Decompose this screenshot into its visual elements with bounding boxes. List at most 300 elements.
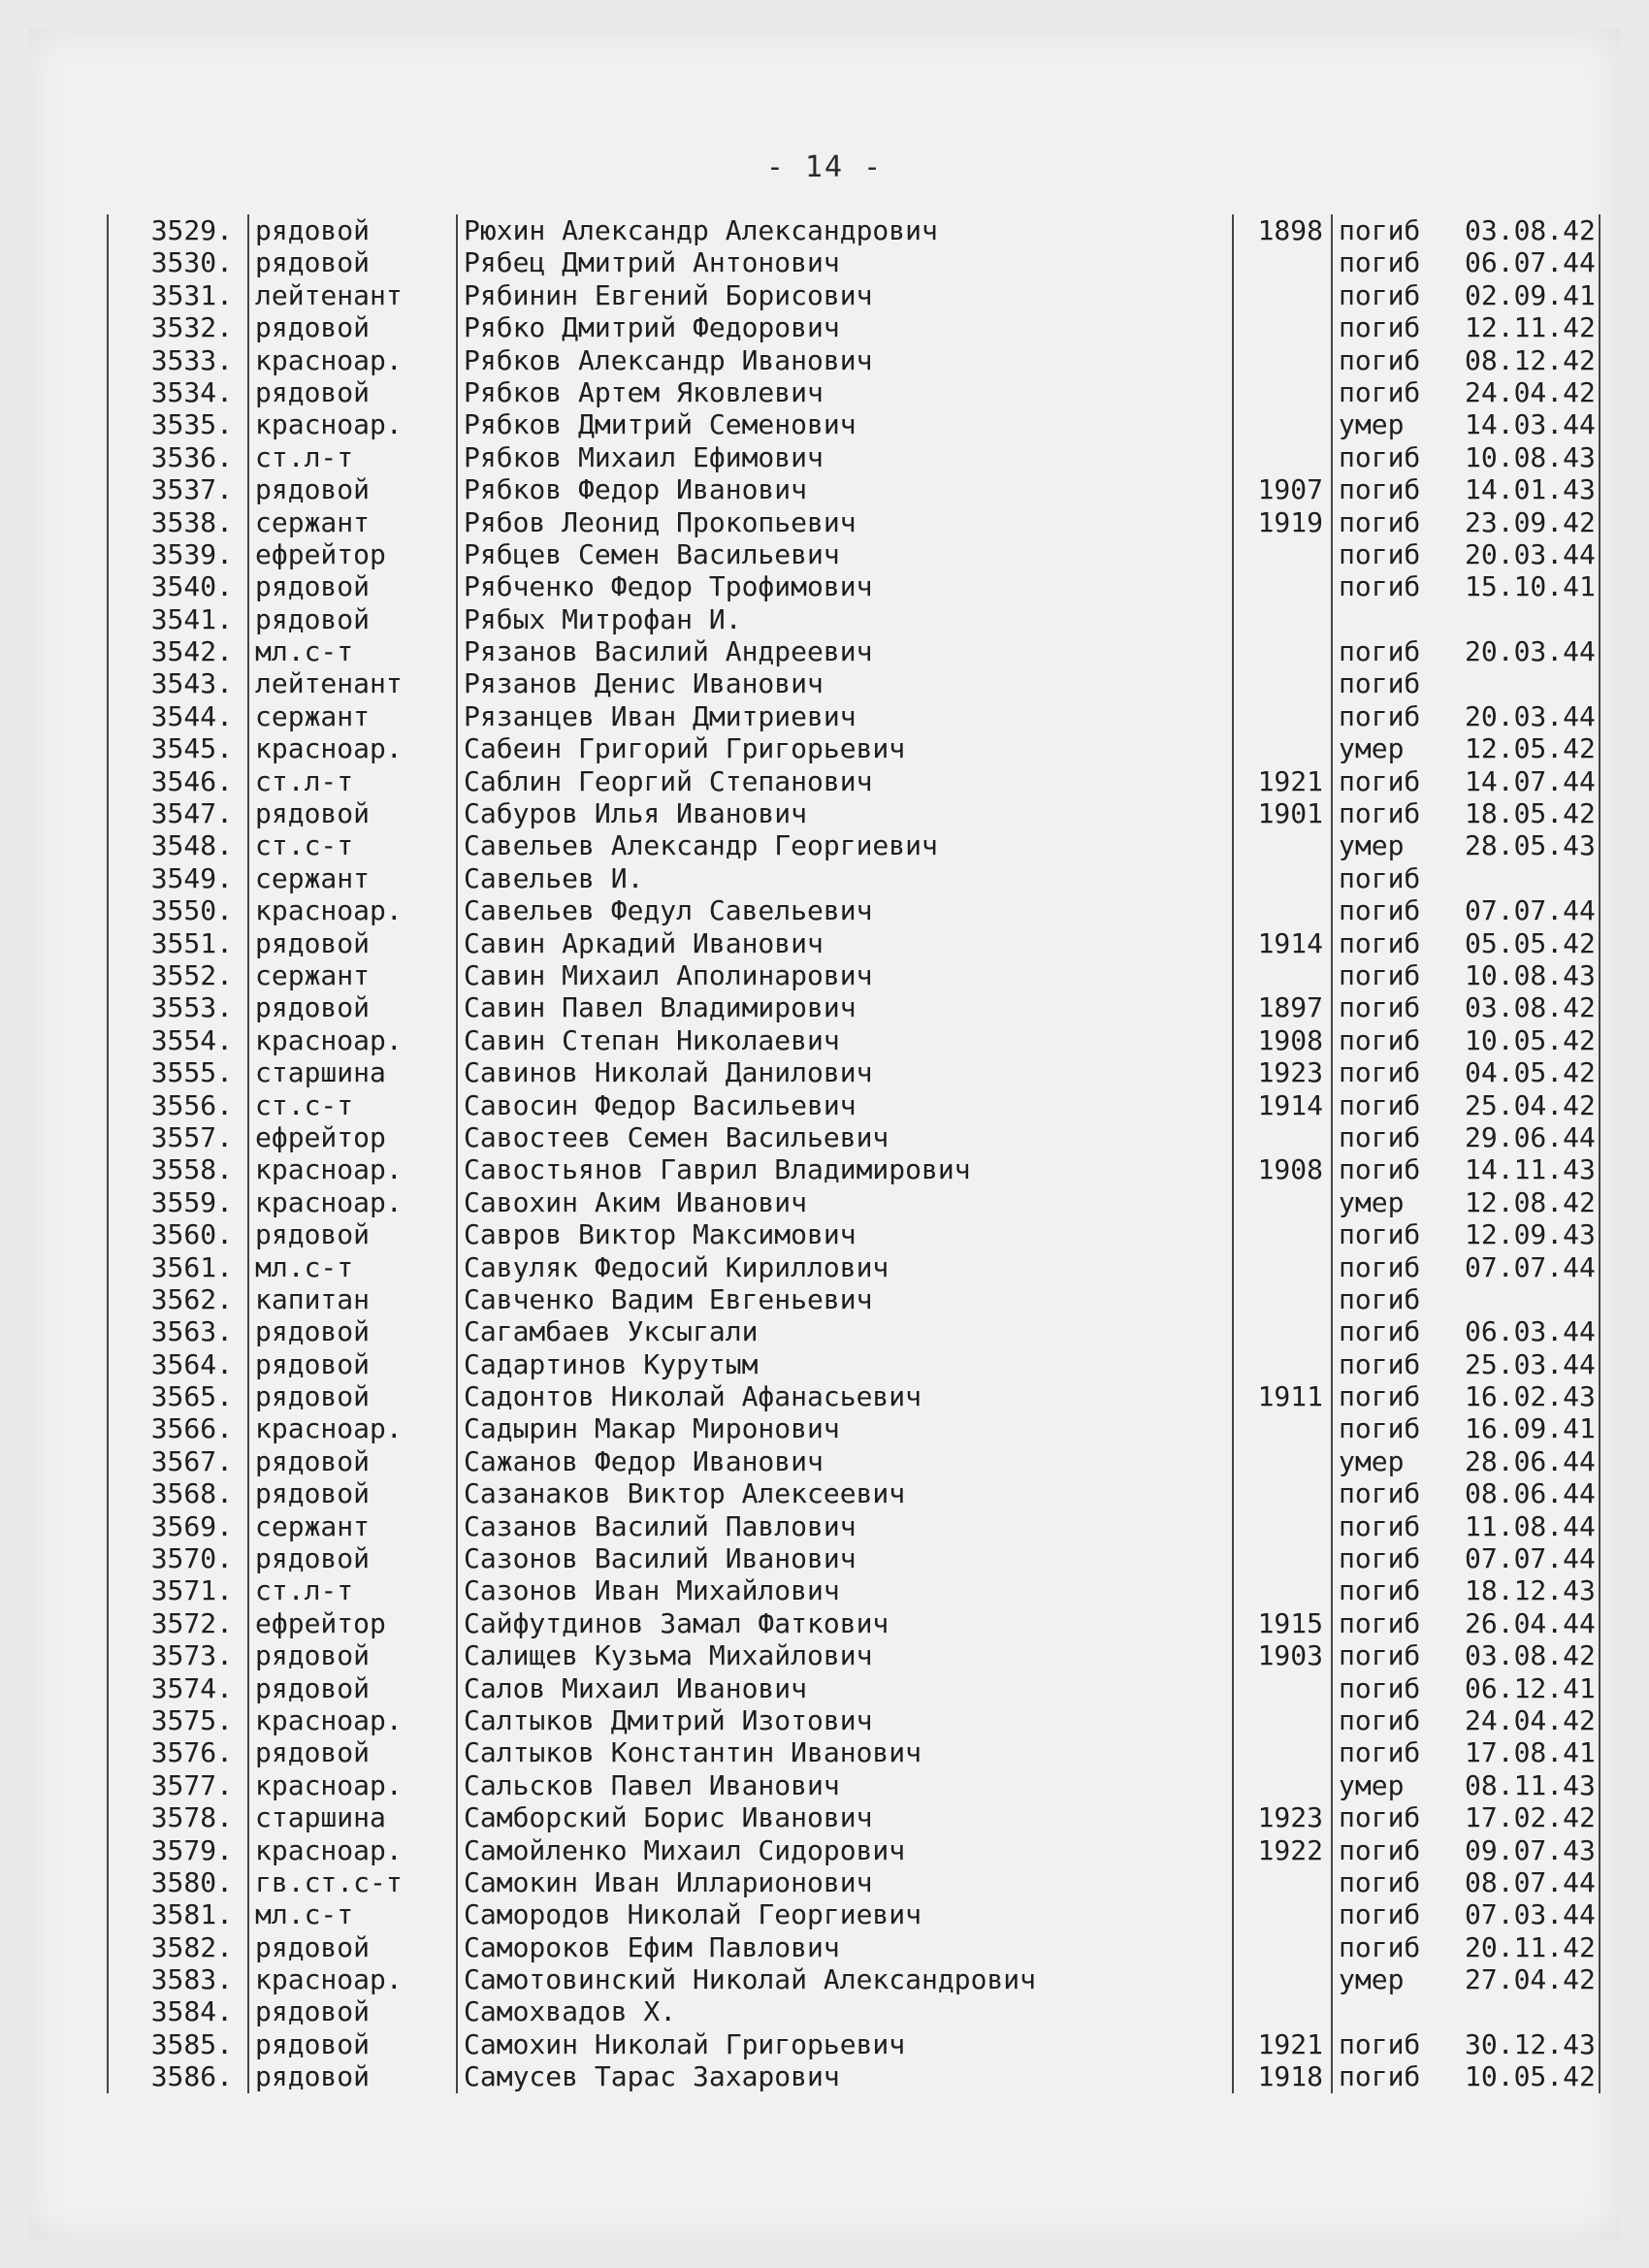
entry-name: Савостьянов Гаврил Владимирович: [456, 1153, 1232, 1185]
entry-birth-year: [1232, 1477, 1329, 1509]
entry-rank: рядовой: [247, 376, 451, 408]
entry-status: [1331, 1995, 1467, 2027]
entry-birth-year: [1232, 279, 1329, 311]
entry-name: Савин Павел Владимирович: [456, 991, 1232, 1023]
entry-status: погиб: [1331, 1672, 1467, 1704]
entry-name: Рязанов Денис Иванович: [456, 667, 1232, 699]
table-row: [107, 1218, 1600, 1250]
entry-birth-year: [1232, 441, 1329, 473]
entry-rank: капитан: [247, 1283, 451, 1315]
entry-name: Сазонов Василий Иванович: [456, 1542, 1232, 1574]
entry-status: погиб: [1331, 2060, 1467, 2092]
entry-rank: рядовой: [247, 603, 451, 635]
entry-birth-year: 1921: [1232, 765, 1329, 797]
entry-number: 3566.: [107, 1412, 241, 1444]
entry-status: погиб: [1331, 1736, 1467, 1768]
entry-name: Савохин Аким Иванович: [456, 1186, 1232, 1218]
table-row: [107, 506, 1600, 538]
entry-status: умер: [1331, 1769, 1467, 1801]
entry-rank: ефрейтор: [247, 1607, 451, 1639]
entry-rank: красноар.: [247, 1834, 451, 1866]
entry-status: умер: [1331, 1963, 1467, 1995]
entry-status: погиб: [1331, 700, 1467, 732]
entry-status: погиб: [1331, 1380, 1467, 1412]
entry-number: 3567.: [107, 1445, 241, 1477]
table-row: [107, 1445, 1600, 1477]
table-row: [107, 894, 1600, 926]
entry-name: Самотовинский Николай Александрович: [456, 1963, 1232, 1995]
entry-rank: красноар.: [247, 408, 451, 440]
entry-name: Самохвадов Х.: [456, 1995, 1232, 2027]
entry-rank: красноар.: [247, 1704, 451, 1736]
entry-birth-year: [1232, 1348, 1329, 1380]
entry-name: Салтыков Константин Иванович: [456, 1736, 1232, 1768]
entry-birth-year: [1232, 829, 1329, 861]
entry-date: [1465, 1995, 1600, 2027]
entry-number: 3564.: [107, 1348, 241, 1380]
entry-birth-year: [1232, 1574, 1329, 1606]
entry-rank: ст.с-т: [247, 1089, 451, 1121]
table-row: [107, 1315, 1600, 1347]
entry-rank: рядовой: [247, 570, 451, 602]
entry-status: погиб: [1331, 246, 1467, 278]
entry-date: 03.08.42: [1465, 1639, 1600, 1671]
entry-status: погиб: [1331, 1834, 1467, 1866]
entry-status: умер: [1331, 408, 1467, 440]
entry-date: [1465, 603, 1600, 635]
entry-status: погиб: [1331, 635, 1467, 667]
entry-status: погиб: [1331, 765, 1467, 797]
table-row: [107, 1283, 1600, 1315]
entry-status: умер: [1331, 732, 1467, 764]
entry-birth-year: 1914: [1232, 1089, 1329, 1121]
entry-number: 3565.: [107, 1380, 241, 1412]
entry-birth-year: 1911: [1232, 1380, 1329, 1412]
entry-birth-year: 1907: [1232, 473, 1329, 505]
entry-number: 3582.: [107, 1931, 241, 1963]
entry-date: 24.04.42: [1465, 1704, 1600, 1736]
entry-date: 12.09.43: [1465, 1218, 1600, 1250]
entry-birth-year: [1232, 603, 1329, 635]
entry-number: 3585.: [107, 2028, 241, 2060]
entry-date: 06.12.41: [1465, 1672, 1600, 1704]
entry-birth-year: [1232, 311, 1329, 343]
entry-rank: рядовой: [247, 473, 451, 505]
entry-name: Садонтов Николай Афанасьевич: [456, 1380, 1232, 1412]
entry-number: 3534.: [107, 376, 241, 408]
entry-birth-year: [1232, 1866, 1329, 1898]
entry-name: Сагамбаев Уксыгали: [456, 1315, 1232, 1347]
entry-rank: красноар.: [247, 1024, 451, 1056]
entry-rank: рядовой: [247, 1736, 451, 1768]
table-row: [107, 1089, 1600, 1121]
entry-birth-year: [1232, 376, 1329, 408]
entry-date: 03.08.42: [1465, 214, 1600, 246]
entry-status: погиб: [1331, 1607, 1467, 1639]
entry-birth-year: 1898: [1232, 214, 1329, 246]
entry-name: Самойленко Михаил Сидорович: [456, 1834, 1232, 1866]
entry-birth-year: 1901: [1232, 797, 1329, 829]
entry-date: 02.09.41: [1465, 279, 1600, 311]
table-row: [107, 1153, 1600, 1185]
entry-rank: сержант: [247, 959, 451, 991]
entry-date: 26.04.44: [1465, 1607, 1600, 1639]
entry-status: погиб: [1331, 1704, 1467, 1736]
table-row: [107, 765, 1600, 797]
table-row: [107, 1995, 1600, 2027]
entry-name: Рябко Дмитрий Федорович: [456, 311, 1232, 343]
entry-status: погиб: [1331, 473, 1467, 505]
entry-date: 17.02.42: [1465, 1801, 1600, 1833]
entry-date: 27.04.42: [1465, 1963, 1600, 1995]
entry-name: Сазанаков Виктор Алексеевич: [456, 1477, 1232, 1509]
entry-status: погиб: [1331, 1089, 1467, 1121]
entry-birth-year: 1918: [1232, 2060, 1329, 2092]
entry-rank: красноар.: [247, 344, 451, 376]
entry-name: Савельев И.: [456, 862, 1232, 894]
entry-date: 09.07.43: [1465, 1834, 1600, 1866]
entry-status: погиб: [1331, 538, 1467, 570]
table-row: [107, 214, 1600, 246]
entry-name: Саблин Георгий Степанович: [456, 765, 1232, 797]
entry-birth-year: [1232, 1251, 1329, 1283]
table-row: [107, 441, 1600, 473]
entry-number: 3543.: [107, 667, 241, 699]
entry-rank: ефрейтор: [247, 1121, 451, 1153]
entry-status: погиб: [1331, 1348, 1467, 1380]
entry-birth-year: [1232, 1412, 1329, 1444]
table-row: [107, 635, 1600, 667]
entry-rank: красноар.: [247, 1963, 451, 1995]
entry-name: Рябец Дмитрий Антонович: [456, 246, 1232, 278]
table-row: [107, 1931, 1600, 1963]
entry-date: 16.02.43: [1465, 1380, 1600, 1412]
table-row: [107, 279, 1600, 311]
entry-date: 25.03.44: [1465, 1348, 1600, 1380]
entry-rank: ст.л-т: [247, 1574, 451, 1606]
entry-birth-year: 1919: [1232, 506, 1329, 538]
entry-rank: рядовой: [247, 311, 451, 343]
table-row: [107, 927, 1600, 959]
table-row: [107, 1412, 1600, 1444]
entry-status: погиб: [1331, 214, 1467, 246]
entry-birth-year: [1232, 1995, 1329, 2027]
entry-name: Рябинин Евгений Борисович: [456, 279, 1232, 311]
entry-status: погиб: [1331, 1283, 1467, 1315]
entry-birth-year: 1923: [1232, 1056, 1329, 1088]
table-row: [107, 700, 1600, 732]
entry-status: погиб: [1331, 2028, 1467, 2060]
entry-status: погиб: [1331, 927, 1467, 959]
entry-rank: рядовой: [247, 1348, 451, 1380]
entry-name: Рязанцев Иван Дмитриевич: [456, 700, 1232, 732]
entry-status: погиб: [1331, 959, 1467, 991]
entry-date: 03.08.42: [1465, 991, 1600, 1023]
entry-birth-year: [1232, 732, 1329, 764]
entry-rank: сержант: [247, 700, 451, 732]
table-row: [107, 1607, 1600, 1639]
entry-rank: рядовой: [247, 797, 451, 829]
entry-status: погиб: [1331, 1542, 1467, 1574]
entry-birth-year: [1232, 1898, 1329, 1930]
entry-number: 3541.: [107, 603, 241, 635]
entry-rank: лейтенант: [247, 279, 451, 311]
entry-number: 3548.: [107, 829, 241, 861]
entry-number: 3579.: [107, 1834, 241, 1866]
entry-number: 3550.: [107, 894, 241, 926]
table-row: [107, 1542, 1600, 1574]
entry-birth-year: [1232, 894, 1329, 926]
entry-birth-year: [1232, 570, 1329, 602]
table-row: [107, 959, 1600, 991]
entry-status: погиб: [1331, 894, 1467, 926]
entry-rank: рядовой: [247, 927, 451, 959]
entry-birth-year: [1232, 1736, 1329, 1768]
entry-birth-year: 1915: [1232, 1607, 1329, 1639]
table-row: [107, 2060, 1600, 2092]
entry-status: погиб: [1331, 797, 1467, 829]
entry-date: 25.04.42: [1465, 1089, 1600, 1121]
entry-date: 18.05.42: [1465, 797, 1600, 829]
entry-name: Рюхин Александр Александрович: [456, 214, 1232, 246]
entry-rank: мл.с-т: [247, 1251, 451, 1283]
entry-date: 07.07.44: [1465, 1542, 1600, 1574]
entry-status: погиб: [1331, 667, 1467, 699]
entry-name: Садартинов Курутым: [456, 1348, 1232, 1380]
entry-date: 14.03.44: [1465, 408, 1600, 440]
entry-date: 15.10.41: [1465, 570, 1600, 602]
table-row: [107, 246, 1600, 278]
table-row: [107, 1834, 1600, 1866]
entry-number: 3581.: [107, 1898, 241, 1930]
entry-status: погиб: [1331, 1931, 1467, 1963]
entry-number: 3557.: [107, 1121, 241, 1153]
entry-date: 07.07.44: [1465, 1251, 1600, 1283]
table-row: [107, 1056, 1600, 1088]
entry-name: Салов Михаил Иванович: [456, 1672, 1232, 1704]
table-row: [107, 1251, 1600, 1283]
entry-name: Сазонов Иван Михайлович: [456, 1574, 1232, 1606]
entry-date: 16.09.41: [1465, 1412, 1600, 1444]
entry-name: Савин Степан Николаевич: [456, 1024, 1232, 1056]
entry-status: погиб: [1331, 1121, 1467, 1153]
entry-status: погиб: [1331, 506, 1467, 538]
entry-number: 3584.: [107, 1995, 241, 2027]
entry-rank: рядовой: [247, 1477, 451, 1509]
entry-date: 20.03.44: [1465, 700, 1600, 732]
table-row: [107, 1348, 1600, 1380]
entry-number: 3551.: [107, 927, 241, 959]
entry-birth-year: [1232, 538, 1329, 570]
entry-rank: сержант: [247, 1510, 451, 1542]
entry-date: 20.03.44: [1465, 635, 1600, 667]
entry-status: погиб: [1331, 862, 1467, 894]
entry-name: Садырин Макар Миронович: [456, 1412, 1232, 1444]
table-row: [107, 732, 1600, 764]
entry-date: 12.05.42: [1465, 732, 1600, 764]
table-row: [107, 1866, 1600, 1898]
entry-number: 3573.: [107, 1639, 241, 1671]
entry-number: 3583.: [107, 1963, 241, 1995]
table-row: [107, 1963, 1600, 1995]
document-page: [29, 29, 1620, 2241]
entry-date: 28.06.44: [1465, 1445, 1600, 1477]
entry-status: погиб: [1331, 1477, 1467, 1509]
entry-status: погиб: [1331, 570, 1467, 602]
entry-number: 3545.: [107, 732, 241, 764]
entry-number: 3580.: [107, 1866, 241, 1898]
table-row: [107, 1574, 1600, 1606]
entry-rank: мл.с-т: [247, 1898, 451, 1930]
entry-birth-year: 1908: [1232, 1153, 1329, 1185]
entry-rank: рядовой: [247, 1995, 451, 2027]
entry-number: 3571.: [107, 1574, 241, 1606]
entry-status: погиб: [1331, 1251, 1467, 1283]
entry-number: 3568.: [107, 1477, 241, 1509]
entry-number: 3577.: [107, 1769, 241, 1801]
entry-number: 3555.: [107, 1056, 241, 1088]
entry-status: умер: [1331, 1186, 1467, 1218]
entry-number: 3569.: [107, 1510, 241, 1542]
entry-name: Самороков Ефим Павлович: [456, 1931, 1232, 1963]
entry-birth-year: [1232, 1510, 1329, 1542]
entry-date: 10.08.43: [1465, 441, 1600, 473]
entry-date: 11.08.44: [1465, 1510, 1600, 1542]
entry-name: Савин Михаил Аполинарович: [456, 959, 1232, 991]
entry-birth-year: [1232, 246, 1329, 278]
entry-date: 24.04.42: [1465, 376, 1600, 408]
table-row: [107, 538, 1600, 570]
entry-birth-year: 1923: [1232, 1801, 1329, 1833]
entry-status: погиб: [1331, 376, 1467, 408]
entry-name: Савинов Николай Данилович: [456, 1056, 1232, 1088]
table-row: [107, 1672, 1600, 1704]
entry-date: 29.06.44: [1465, 1121, 1600, 1153]
entry-name: Салтыков Дмитрий Изотович: [456, 1704, 1232, 1736]
entry-status: погиб: [1331, 1801, 1467, 1833]
entry-date: 07.07.44: [1465, 894, 1600, 926]
entry-rank: лейтенант: [247, 667, 451, 699]
entry-number: 3544.: [107, 700, 241, 732]
entry-number: 3539.: [107, 538, 241, 570]
entry-birth-year: [1232, 1445, 1329, 1477]
entry-birth-year: [1232, 408, 1329, 440]
entry-name: Самокин Иван Илларионович: [456, 1866, 1232, 1898]
table-row: [107, 862, 1600, 894]
entry-status: погиб: [1331, 279, 1467, 311]
table-row: [107, 1639, 1600, 1671]
table-row: [107, 829, 1600, 861]
entry-date: 10.05.42: [1465, 2060, 1600, 2092]
entry-status: погиб: [1331, 1639, 1467, 1671]
entry-birth-year: [1232, 1315, 1329, 1347]
entry-birth-year: [1232, 1218, 1329, 1250]
entry-rank: мл.с-т: [247, 635, 451, 667]
entry-number: 3538.: [107, 506, 241, 538]
entry-name: Рябов Леонид Прокопьевич: [456, 506, 1232, 538]
entry-number: 3559.: [107, 1186, 241, 1218]
entry-rank: красноар.: [247, 1769, 451, 1801]
entry-name: Савуляк Федосий Кириллович: [456, 1251, 1232, 1283]
entry-rank: ст.с-т: [247, 829, 451, 861]
table-row: [107, 344, 1600, 376]
table-row: [107, 1121, 1600, 1153]
entry-date: 08.11.43: [1465, 1769, 1600, 1801]
entry-name: Сальсков Павел Иванович: [456, 1769, 1232, 1801]
entry-number: 3542.: [107, 635, 241, 667]
entry-name: Савельев Александр Георгиевич: [456, 829, 1232, 861]
table-row: [107, 1510, 1600, 1542]
entry-name: Рябков Александр Иванович: [456, 344, 1232, 376]
entry-rank: ст.л-т: [247, 441, 451, 473]
entry-rank: гв.ст.с-т: [247, 1866, 451, 1898]
entry-date: 20.03.44: [1465, 538, 1600, 570]
entry-date: 08.07.44: [1465, 1866, 1600, 1898]
entry-birth-year: [1232, 1769, 1329, 1801]
entry-status: погиб: [1331, 1510, 1467, 1542]
entry-name: Сабеин Григорий Григорьевич: [456, 732, 1232, 764]
entry-name: Савченко Вадим Евгеньевич: [456, 1283, 1232, 1315]
entry-birth-year: [1232, 667, 1329, 699]
entry-name: Рябков Федор Иванович: [456, 473, 1232, 505]
entry-number: 3562.: [107, 1283, 241, 1315]
entry-date: 10.08.43: [1465, 959, 1600, 991]
entry-number: 3576.: [107, 1736, 241, 1768]
entry-number: 3549.: [107, 862, 241, 894]
entry-date: 04.05.42: [1465, 1056, 1600, 1088]
table-row: [107, 1024, 1600, 1056]
table-row: [107, 1380, 1600, 1412]
entry-rank: красноар.: [247, 1153, 451, 1185]
entry-name: Сазанов Василий Павлович: [456, 1510, 1232, 1542]
table-row: [107, 1769, 1600, 1801]
entry-name: Самородов Николай Георгиевич: [456, 1898, 1232, 1930]
entry-rank: сержант: [247, 506, 451, 538]
entry-birth-year: [1232, 700, 1329, 732]
table-row: [107, 376, 1600, 408]
entry-number: 3574.: [107, 1672, 241, 1704]
entry-birth-year: [1232, 1672, 1329, 1704]
entry-birth-year: [1232, 959, 1329, 991]
entry-status: умер: [1331, 1445, 1467, 1477]
entry-rank: рядовой: [247, 991, 451, 1023]
entry-rank: ефрейтор: [247, 538, 451, 570]
entry-number: 3563.: [107, 1315, 241, 1347]
entry-date: 12.08.42: [1465, 1186, 1600, 1218]
entry-date: 06.07.44: [1465, 246, 1600, 278]
entry-rank: ст.л-т: [247, 765, 451, 797]
entry-date: [1465, 667, 1600, 699]
entry-rank: рядовой: [247, 2028, 451, 2060]
entry-birth-year: [1232, 1283, 1329, 1315]
entry-number: 3552.: [107, 959, 241, 991]
entry-date: 12.11.42: [1465, 311, 1600, 343]
entry-birth-year: 1914: [1232, 927, 1329, 959]
entry-rank: рядовой: [247, 1380, 451, 1412]
entry-date: 30.12.43: [1465, 2028, 1600, 2060]
entry-status: умер: [1331, 829, 1467, 861]
entry-birth-year: [1232, 635, 1329, 667]
entry-name: Сайфутдинов Замал Фаткович: [456, 1607, 1232, 1639]
entry-date: 05.05.42: [1465, 927, 1600, 959]
entry-number: 3586.: [107, 2060, 241, 2092]
table-row: [107, 603, 1600, 635]
entry-number: 3553.: [107, 991, 241, 1023]
entry-rank: рядовой: [247, 1445, 451, 1477]
entry-birth-year: [1232, 862, 1329, 894]
table-row: [107, 1186, 1600, 1218]
table-row: [107, 473, 1600, 505]
